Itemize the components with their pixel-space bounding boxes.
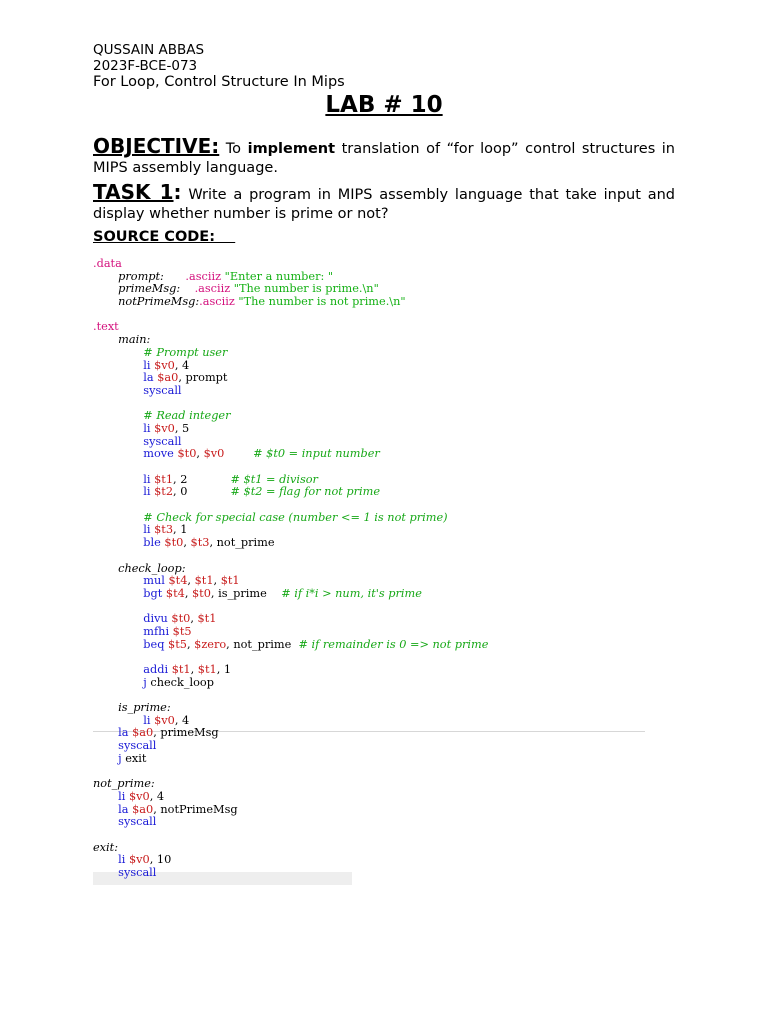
code-text: ,: [196, 447, 204, 461]
code-text: [93, 676, 143, 689]
code-instruction: li: [143, 523, 151, 537]
code-line: [93, 816, 488, 829]
code-comment: # Read integer: [143, 409, 231, 423]
code-text: [93, 574, 143, 587]
code-text: [93, 409, 143, 422]
code-comment: # $t2 = flag for not prime: [230, 485, 381, 499]
code-string: "Enter a number: ": [221, 269, 334, 283]
code-text: [187, 473, 230, 486]
code-text: [93, 523, 143, 536]
code-text: , 1: [173, 523, 188, 537]
code-text: [93, 359, 143, 372]
code-register: $a0: [132, 802, 154, 816]
code-line: [93, 867, 488, 880]
code-text: ,: [186, 637, 195, 651]
code-instruction: syscall: [143, 434, 182, 448]
code-register: $t4: [168, 574, 188, 588]
code-text: [224, 447, 253, 460]
code-instruction: la: [118, 802, 129, 816]
code-register: $t0: [192, 586, 211, 600]
code-text: [93, 587, 143, 600]
code-text: [93, 752, 118, 765]
code-label: not_prime:: [93, 777, 155, 791]
code-register: $t1: [197, 663, 217, 676]
code-comment: # if remainder is 0 => not prime: [298, 637, 489, 651]
code-line: [93, 588, 488, 601]
code-instruction: syscall: [118, 815, 157, 829]
code-text: [187, 485, 230, 498]
code-instruction: li: [118, 789, 126, 803]
objective-paragraph: [93, 134, 676, 178]
task-colon: :: [173, 180, 182, 204]
code-text: ,: [190, 612, 198, 626]
code-register: $a0: [157, 371, 179, 385]
code-register: $v0: [128, 853, 150, 867]
code-label: is_prime:: [118, 701, 171, 715]
code-text: , 0: [173, 485, 188, 499]
code-text: , 10: [149, 853, 172, 867]
code-text: , 5: [174, 421, 190, 435]
code-register: $v0: [203, 447, 225, 461]
task-label: TASK 1: [93, 180, 174, 204]
code-label: primeMsg:: [118, 282, 181, 296]
code-text: [93, 384, 143, 397]
code-text: ,: [187, 574, 195, 588]
code-text: , 1: [216, 663, 232, 676]
code-text: , not_prime: [209, 536, 275, 550]
code-text: [180, 282, 194, 295]
code-text: [93, 282, 118, 295]
code-instruction: divu: [143, 612, 168, 626]
code-instruction: bgt: [143, 586, 163, 600]
code-label: check_loop:: [118, 561, 186, 575]
code-instruction: mfhi: [143, 624, 170, 638]
code-text: [93, 511, 143, 524]
objective-pre: To: [219, 141, 248, 157]
code-register: $v0: [154, 713, 175, 727]
code-line: [93, 639, 488, 652]
code-text: [93, 295, 118, 308]
code-text: [93, 435, 143, 448]
code-label: main:: [118, 333, 151, 347]
code-text: [93, 371, 143, 384]
code-line: [93, 321, 488, 334]
code-register: $t1: [171, 663, 191, 676]
code-register: $t2: [154, 485, 174, 499]
author-name: QUSSAIN ABBAS: [93, 42, 205, 58]
code-register: $t4: [165, 586, 185, 600]
code-comment: # Check for special case (number <= 1 is not prime): [143, 510, 448, 524]
code-instruction: move: [143, 447, 174, 461]
code-register: $t0: [177, 447, 197, 461]
code-text: [164, 270, 186, 283]
code-line: [93, 309, 488, 322]
code-register: $t1: [197, 612, 217, 626]
code-register: $t0: [171, 612, 191, 626]
code-register: $t1: [194, 574, 214, 588]
code-text: [267, 587, 281, 600]
code-line: [93, 829, 488, 842]
lab-subject: For Loop, Control Structure In Mips: [93, 74, 345, 90]
code-text: , is_prime: [210, 586, 267, 600]
code-instruction: li: [118, 853, 126, 867]
code-text: [93, 803, 118, 816]
code-text: , not_prime: [226, 637, 292, 651]
code-text: [93, 422, 143, 435]
code-text: , prompt: [178, 371, 228, 385]
objective-label: OBJECTIVE:: [93, 134, 220, 158]
code-instruction: la: [118, 726, 129, 740]
code-text: [93, 485, 143, 498]
code-register: $v0: [128, 789, 150, 803]
code-text: ,: [183, 536, 191, 550]
code-register: $v0: [154, 358, 175, 372]
code-text: ,: [213, 574, 221, 588]
code-text: [93, 473, 143, 486]
code-text: [93, 714, 143, 727]
code-line: [93, 753, 488, 766]
code-text: [93, 562, 118, 575]
code-line: [93, 537, 488, 550]
objective-emphasis: implement: [247, 141, 336, 157]
code-instruction: beq: [143, 637, 165, 651]
code-text: , 4: [174, 713, 190, 727]
code-line: [93, 448, 488, 461]
code-line: [93, 385, 488, 398]
code-comment: # $t0 = input number: [253, 447, 380, 461]
code-register: $t5: [168, 637, 187, 651]
code-instruction: li: [143, 358, 151, 372]
code-text: , 4: [149, 789, 165, 803]
code-string: "The number is prime.\n": [230, 282, 379, 296]
code-text: [93, 815, 118, 828]
code-text: [93, 866, 118, 879]
code-text: [93, 726, 118, 739]
code-text: check_loop: [146, 675, 214, 689]
code-string: "The number is not prime.\n": [234, 295, 406, 309]
code-directive: .text: [93, 320, 119, 334]
code-label: exit:: [93, 840, 119, 854]
code-instruction: j: [118, 751, 122, 765]
source-code-heading: SOURCE CODE:: [93, 229, 236, 245]
code-instruction: j: [143, 675, 147, 689]
code-text: exit: [121, 751, 147, 765]
code-instruction: li: [143, 421, 151, 435]
code-directive: .asciiz: [185, 269, 222, 283]
task-paragraph: [93, 180, 675, 224]
code-instruction: li: [143, 713, 151, 727]
code-register: $a0: [132, 726, 154, 740]
code-register: $t0: [164, 536, 184, 550]
code-directive: .asciiz: [199, 295, 235, 309]
code-text: [93, 638, 143, 651]
code-text: , notPrimeMsg: [153, 802, 238, 816]
code-instruction: mul: [143, 574, 165, 588]
code-instruction: li: [143, 472, 151, 486]
roll-number: 2023F-BCE-073: [93, 58, 198, 74]
code-instruction: li: [143, 485, 151, 499]
code-text: , primeMsg: [153, 726, 219, 740]
code-comment: # $t1 = divisor: [230, 472, 318, 486]
code-text: [93, 853, 118, 866]
code-text: [93, 346, 143, 359]
code-text: , 4: [174, 358, 190, 372]
code-register: $t1: [154, 472, 174, 486]
code-comment: # if i*i > num, it's prime: [281, 586, 422, 600]
code-text: [93, 270, 118, 283]
code-instruction: syscall: [118, 866, 157, 879]
task-text: Write a program in MIPS assembly language that take input and display whether number is prime or not?: [93, 187, 675, 222]
code-directive: .data: [93, 257, 122, 270]
code-register: $t3: [154, 523, 174, 537]
code-text: [93, 447, 143, 460]
code-text: ,: [184, 586, 192, 600]
code-line: [93, 740, 488, 753]
code-register: $v0: [154, 421, 175, 435]
code-directive: .asciiz: [194, 282, 231, 296]
code-comment: # Prompt user: [143, 345, 228, 359]
code-instruction: ble: [143, 536, 161, 550]
code-label: notPrimeMsg:: [118, 295, 200, 309]
code-listing: [93, 258, 488, 880]
objective-text: translation of “for loop” control structures in MIPS assembly language.: [93, 141, 676, 176]
code-instruction: la: [143, 371, 154, 385]
code-line: [93, 296, 488, 309]
code-text: ,: [190, 663, 198, 676]
code-text: [93, 701, 118, 714]
code-text: [93, 790, 118, 803]
code-register: $t3: [190, 536, 210, 550]
code-line: [93, 677, 488, 690]
code-register: $t1: [220, 574, 240, 588]
code-register: $zero: [194, 637, 227, 651]
code-text: [93, 625, 143, 638]
code-label: prompt:: [118, 269, 164, 283]
code-line: [93, 486, 488, 499]
code-text: [93, 536, 143, 549]
code-instruction: addi: [143, 663, 169, 676]
code-instruction: syscall: [118, 739, 157, 753]
code-instruction: syscall: [143, 383, 182, 397]
code-text: [93, 333, 118, 346]
code-text: [93, 612, 143, 625]
code-text: [93, 739, 118, 752]
code-text: [93, 663, 143, 676]
code-text: , 2: [173, 472, 188, 486]
code-register: $t5: [172, 624, 192, 638]
lab-title: LAB # 10: [325, 92, 443, 118]
